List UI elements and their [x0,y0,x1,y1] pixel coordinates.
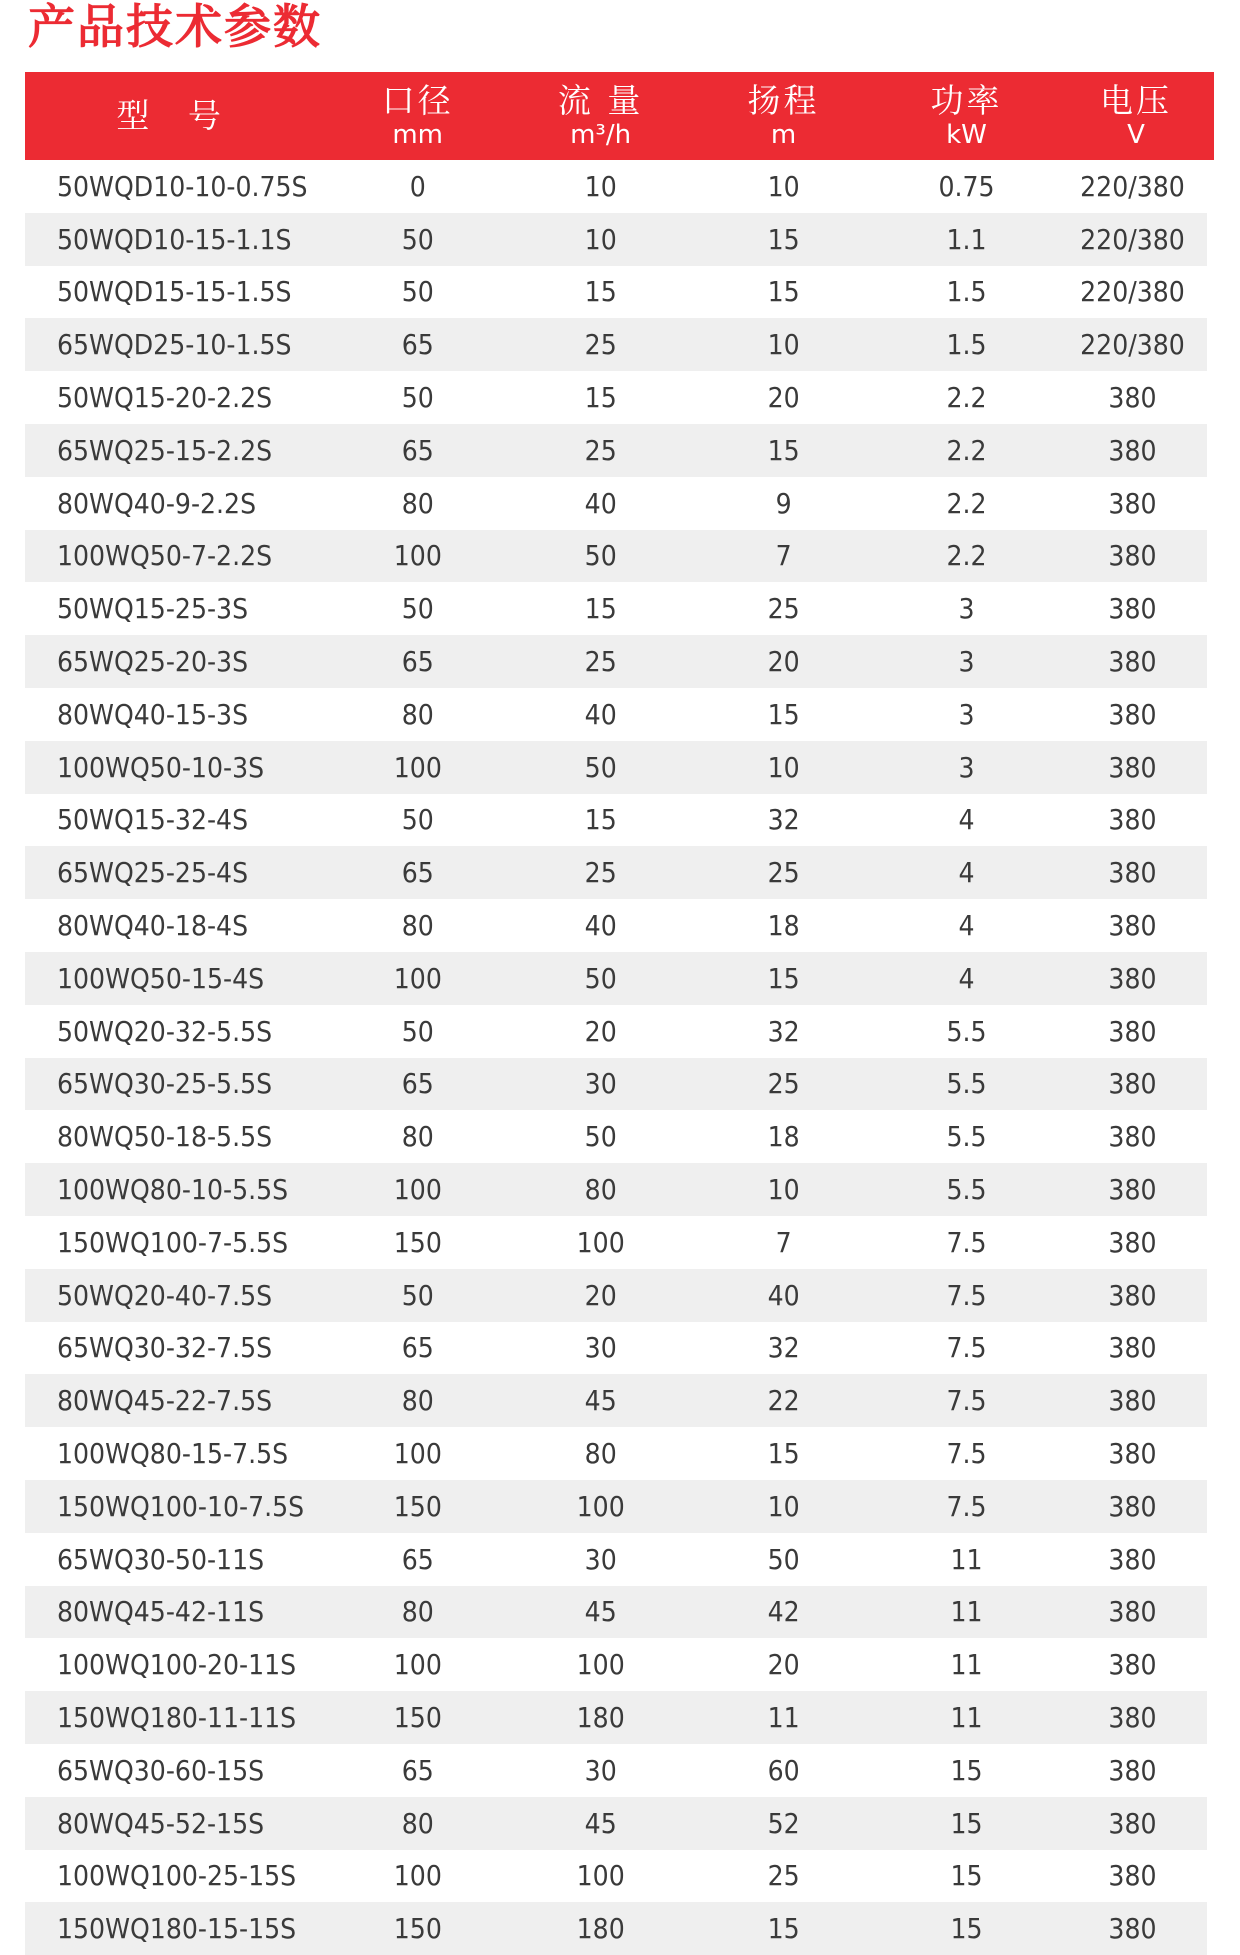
head-cell: 50 [767,1542,800,1576]
table-row [25,1005,1207,1058]
flow-cell: 20 [584,1014,617,1048]
voltage-cell: 220/380 [1080,275,1185,309]
spec-table [25,72,1214,1955]
flow-cell: 15 [584,275,617,309]
table-row [25,688,1207,741]
model-cell: 50WQ15-32-4S [57,803,249,837]
voltage-cell: 380 [1108,645,1157,679]
diameter-cell: 80 [401,486,434,520]
head-cell: 25 [767,1859,800,1893]
model-cell: 150WQ100-10-7.5S [57,1489,305,1523]
flow-cell: 30 [584,1753,617,1787]
power-cell: 7.5 [946,1384,987,1418]
diameter-cell: 65 [401,328,434,362]
power-cell: 3 [958,750,975,784]
flow-cell: 15 [584,381,617,415]
voltage-cell: 380 [1108,1542,1157,1576]
voltage-cell: 380 [1108,856,1157,890]
voltage-cell: 380 [1108,697,1157,731]
flow-cell: 50 [584,961,617,995]
table-row [25,213,1207,266]
power-cell: 4 [958,909,975,943]
power-cell: 4 [958,961,975,995]
model-cell: 50WQ20-32-5.5S [57,1014,273,1048]
power-cell: 7.5 [946,1278,987,1312]
flow-cell: 10 [584,222,617,256]
flow-cell: 50 [584,1120,617,1154]
voltage-cell: 380 [1108,1331,1157,1365]
head-cell: 7 [775,539,792,573]
flow-cell: 40 [584,486,617,520]
model-cell: 50WQD15-15-1.5S [57,275,292,309]
diameter-cell: 65 [401,1331,434,1365]
table-row [25,794,1207,847]
model-cell: 65WQ30-60-15S [57,1753,265,1787]
voltage-cell: 380 [1108,909,1157,943]
table-row [25,1902,1207,1955]
model-cell: 100WQ80-15-7.5S [57,1437,289,1471]
power-cell: 15 [950,1753,983,1787]
diameter-cell: 65 [401,645,434,679]
voltage-cell: 380 [1108,1225,1157,1259]
head-cell: 10 [767,1489,800,1523]
voltage-cell: 380 [1108,1384,1157,1418]
head-cell: 10 [767,750,800,784]
power-cell: 7.5 [946,1331,987,1365]
header-diameter-label: 口径 [381,81,454,120]
power-cell: 3 [958,645,975,679]
model-cell: 65WQ25-25-4S [57,856,249,890]
header-flow-unit: m³/h [570,120,632,150]
voltage-cell: 380 [1108,1437,1157,1471]
voltage-cell: 380 [1108,486,1157,520]
diameter-cell: 50 [401,381,434,415]
table-row [25,424,1207,477]
table-row [25,1533,1207,1586]
power-cell: 11 [950,1701,983,1734]
flow-cell: 15 [584,803,617,837]
power-cell: 11 [950,1595,983,1629]
flow-cell: 30 [584,1067,617,1101]
head-cell: 15 [767,222,800,256]
power-cell: 1.5 [946,328,987,362]
model-cell: 50WQ15-20-2.2S [57,381,273,415]
power-cell: 7.5 [946,1489,987,1523]
model-cell: 65WQ30-32-7.5S [57,1331,273,1365]
model-cell: 80WQ45-42-11S [57,1595,265,1629]
model-cell: 80WQ45-52-15S [57,1806,265,1840]
voltage-cell: 380 [1108,1278,1157,1312]
head-cell: 10 [767,169,800,203]
flow-cell: 20 [584,1278,617,1312]
model-cell: 65WQ30-50-11S [57,1542,265,1576]
voltage-cell: 380 [1108,1489,1157,1523]
header-diameter-unit: mm [392,120,444,150]
table-row [25,846,1207,899]
diameter-cell: 100 [393,1173,442,1207]
table-row [25,1269,1207,1322]
flow-cell: 40 [584,909,617,943]
voltage-cell: 380 [1108,1701,1157,1734]
model-cell: 150WQ180-15-15S [57,1912,297,1946]
flow-cell: 25 [584,433,617,467]
table-row [25,1638,1207,1691]
head-cell: 15 [767,433,800,467]
table-row [25,318,1207,371]
table-row [25,266,1207,319]
model-cell: 150WQ180-11-11S [57,1701,297,1734]
table-body [25,160,1207,1955]
flow-cell: 100 [576,1489,625,1523]
model-cell: 65WQD25-10-1.5S [57,328,292,362]
diameter-cell: 80 [401,1384,434,1418]
flow-cell: 50 [584,539,617,573]
table-row [25,1691,1207,1744]
flow-cell: 180 [576,1701,625,1734]
voltage-cell: 220/380 [1080,222,1185,256]
flow-cell: 10 [584,169,617,203]
power-cell: 7.5 [946,1437,987,1471]
head-cell: 15 [767,697,800,731]
diameter-cell: 100 [393,750,442,784]
table-row [25,371,1207,424]
voltage-cell: 380 [1108,1120,1157,1154]
voltage-cell: 380 [1108,750,1157,784]
model-cell: 100WQ50-10-3S [57,750,265,784]
page-title: 产品技术参数 [28,0,322,55]
power-cell: 11 [950,1648,983,1682]
header-model-label: 型 号 [116,96,235,135]
model-cell: 100WQ100-20-11S [57,1648,297,1682]
head-cell: 25 [767,592,800,626]
voltage-cell: 380 [1108,1595,1157,1629]
voltage-cell: 380 [1108,1067,1157,1101]
head-cell: 7 [775,1225,792,1259]
header-voltage-label: 电压 [1099,81,1172,120]
head-cell: 15 [767,275,800,309]
model-cell: 65WQ30-25-5.5S [57,1067,273,1101]
diameter-cell: 65 [401,856,434,890]
header-flow-label: 流 量 [557,81,644,120]
diameter-cell: 50 [401,1278,434,1312]
voltage-cell: 220/380 [1080,169,1185,203]
table-row [25,899,1207,952]
voltage-cell: 380 [1108,803,1157,837]
model-cell: 65WQ25-20-3S [57,645,249,679]
flow-cell: 100 [576,1648,625,1682]
voltage-cell: 380 [1108,1806,1157,1840]
diameter-cell: 50 [401,275,434,309]
table-row [25,1322,1207,1375]
head-cell: 10 [767,328,800,362]
diameter-cell: 80 [401,1595,434,1629]
table-header [25,72,1214,160]
flow-cell: 180 [576,1912,625,1946]
flow-cell: 50 [584,750,617,784]
table-row [25,1744,1207,1797]
header-power-label: 功率 [930,81,1003,120]
voltage-cell: 380 [1108,961,1157,995]
voltage-cell: 380 [1108,1859,1157,1893]
diameter-cell: 80 [401,1120,434,1154]
head-cell: 15 [767,1912,800,1946]
head-cell: 15 [767,1437,800,1471]
head-cell: 15 [767,961,800,995]
head-cell: 25 [767,1067,800,1101]
model-cell: 100WQ50-15-4S [57,961,265,995]
diameter-cell: 150 [393,1912,442,1946]
head-cell: 32 [767,1331,800,1365]
diameter-cell: 150 [393,1225,442,1259]
table-row [25,1480,1207,1533]
model-cell: 80WQ50-18-5.5S [57,1120,273,1154]
diameter-cell: 80 [401,1806,434,1840]
table-row [25,160,1207,213]
flow-cell: 80 [584,1173,617,1207]
flow-cell: 45 [584,1806,617,1840]
power-cell: 5.5 [946,1014,987,1048]
model-cell: 80WQ40-15-3S [57,697,249,731]
table-row [25,1850,1207,1903]
model-cell: 50WQD10-15-1.1S [57,222,292,256]
model-cell: 80WQ45-22-7.5S [57,1384,273,1418]
table-row [25,952,1207,1005]
flow-cell: 45 [584,1384,617,1418]
header-power [875,72,1058,160]
head-cell: 18 [767,909,800,943]
head-cell: 52 [767,1806,800,1840]
voltage-cell: 380 [1108,381,1157,415]
head-cell: 32 [767,1014,800,1048]
flow-cell: 100 [576,1859,625,1893]
header-model [25,72,326,160]
diameter-cell: 100 [393,1648,442,1682]
voltage-cell: 380 [1108,539,1157,573]
power-cell: 1.5 [946,275,987,309]
model-cell: 80WQ40-9-2.2S [57,486,257,520]
head-cell: 10 [767,1173,800,1207]
head-cell: 20 [767,645,800,679]
voltage-cell: 380 [1108,592,1157,626]
diameter-cell: 100 [393,539,442,573]
diameter-cell: 80 [401,909,434,943]
model-cell: 50WQ15-25-3S [57,592,249,626]
power-cell: 5.5 [946,1173,987,1207]
table-row [25,741,1207,794]
diameter-cell: 50 [401,222,434,256]
table-row [25,1216,1207,1269]
header-voltage-unit: V [1127,120,1145,150]
power-cell: 5.5 [946,1067,987,1101]
voltage-cell: 380 [1108,1173,1157,1207]
header-voltage [1058,72,1214,160]
model-cell: 100WQ100-25-15S [57,1859,297,1893]
voltage-cell: 380 [1108,1648,1157,1682]
table-row [25,1058,1207,1111]
voltage-cell: 220/380 [1080,328,1185,362]
head-cell: 20 [767,1648,800,1682]
diameter-cell: 150 [393,1701,442,1734]
header-power-unit: kW [946,120,987,150]
power-cell: 15 [950,1859,983,1893]
power-cell: 15 [950,1912,983,1946]
flow-cell: 30 [584,1331,617,1365]
header-head-label: 扬程 [747,81,820,120]
diameter-cell: 65 [401,433,434,467]
header-diameter [326,72,509,160]
table-row [25,1797,1207,1850]
power-cell: 7.5 [946,1225,987,1259]
power-cell: 2.2 [946,381,987,415]
diameter-cell: 100 [393,1859,442,1893]
voltage-cell: 380 [1108,433,1157,467]
diameter-cell: 50 [401,803,434,837]
head-cell: 11 [767,1701,800,1734]
voltage-cell: 380 [1108,1014,1157,1048]
voltage-cell: 380 [1108,1912,1157,1946]
model-cell: 100WQ50-7-2.2S [57,539,273,573]
voltage-cell: 380 [1108,1753,1157,1787]
power-cell: 1.1 [946,222,987,256]
power-cell: 2.2 [946,539,987,573]
table-row [25,1163,1207,1216]
head-cell: 20 [767,381,800,415]
head-cell: 40 [767,1278,800,1312]
model-cell: 50WQ20-40-7.5S [57,1278,273,1312]
table-row [25,1374,1207,1427]
head-cell: 9 [775,486,792,520]
flow-cell: 25 [584,645,617,679]
power-cell: 3 [958,592,975,626]
flow-cell: 45 [584,1595,617,1629]
table-row [25,530,1207,583]
header-head-unit: m [770,120,797,150]
head-cell: 25 [767,856,800,890]
header-head [692,72,875,160]
flow-cell: 25 [584,856,617,890]
power-cell: 5.5 [946,1120,987,1154]
model-cell: 80WQ40-18-4S [57,909,249,943]
head-cell: 42 [767,1595,800,1629]
flow-cell: 25 [584,328,617,362]
diameter-cell: 50 [401,1014,434,1048]
table-row [25,582,1207,635]
head-cell: 22 [767,1384,800,1418]
header-flow [509,72,692,160]
head-cell: 60 [767,1753,800,1787]
power-cell: 15 [950,1806,983,1840]
model-cell: 150WQ100-7-5.5S [57,1225,289,1259]
flow-cell: 15 [584,592,617,626]
power-cell: 4 [958,856,975,890]
power-cell: 11 [950,1542,983,1576]
model-cell: 50WQD10-10-0.75S [57,169,308,203]
model-cell: 65WQ25-15-2.2S [57,433,273,467]
diameter-cell: 100 [393,961,442,995]
table-row [25,635,1207,688]
power-cell: 2.2 [946,433,987,467]
diameter-cell: 50 [401,592,434,626]
diameter-cell: 65 [401,1067,434,1101]
table-row [25,1110,1207,1163]
diameter-cell: 65 [401,1753,434,1787]
flow-cell: 30 [584,1542,617,1576]
head-cell: 32 [767,803,800,837]
diameter-cell: 150 [393,1489,442,1523]
power-cell: 0.75 [938,169,995,203]
head-cell: 18 [767,1120,800,1154]
diameter-cell: 80 [401,697,434,731]
power-cell: 2.2 [946,486,987,520]
power-cell: 3 [958,697,975,731]
table-row [25,1586,1207,1639]
diameter-cell: 0 [409,169,426,203]
flow-cell: 100 [576,1225,625,1259]
diameter-cell: 100 [393,1437,442,1471]
diameter-cell: 65 [401,1542,434,1576]
flow-cell: 80 [584,1437,617,1471]
power-cell: 4 [958,803,975,837]
model-cell: 100WQ80-10-5.5S [57,1173,289,1207]
table-row [25,477,1207,530]
table-row [25,1427,1207,1480]
flow-cell: 40 [584,697,617,731]
